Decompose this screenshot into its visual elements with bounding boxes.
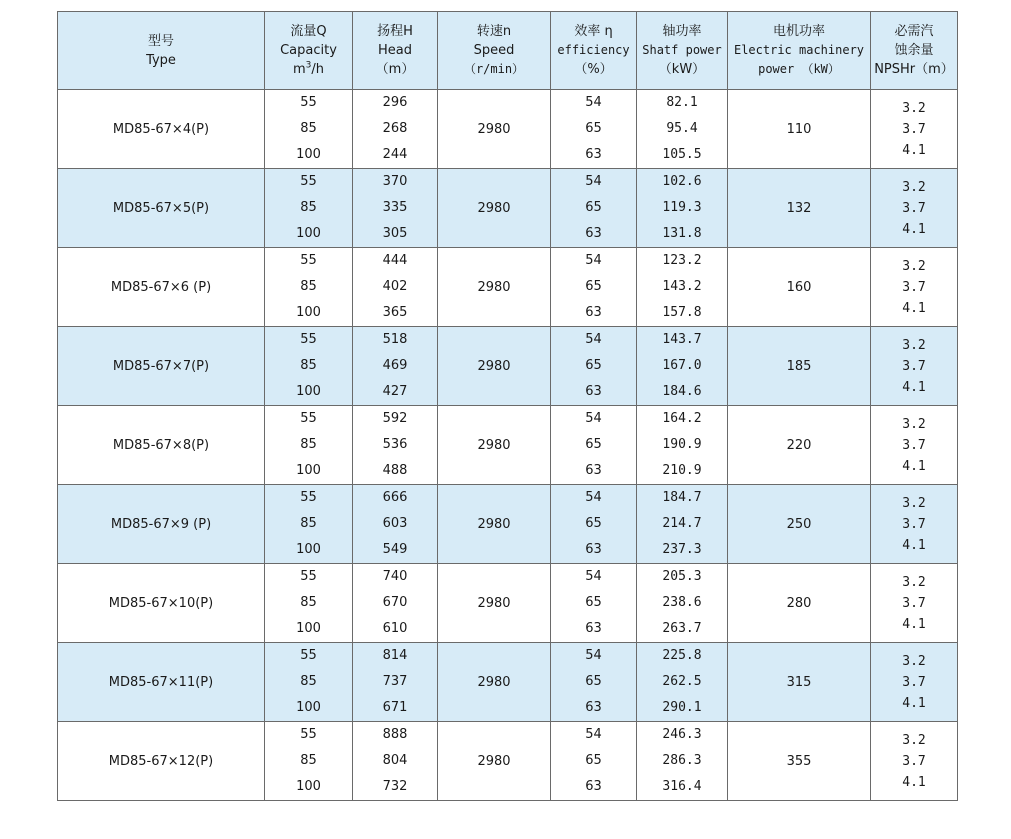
npsh-cell [871,643,958,722]
motor-power-cell: 132 [728,169,871,248]
npsh-value: 3.7 [902,200,926,216]
npsh-value: 3.7 [902,121,926,137]
efficiency-value: 54 [585,253,602,268]
motor-power-cell: 355 [728,722,871,801]
header-head-cn: 扬程H [377,24,413,39]
npsh-value: 3.7 [902,358,926,374]
capacity-cell [265,327,353,406]
motor-power-cell: 110 [728,90,871,169]
head-value: 549 [382,542,408,557]
capacity-cell [265,406,353,485]
head-value: 244 [382,147,408,162]
header-shaft-power-cn: 轴功率 [662,24,702,39]
efficiency-value: 54 [585,95,602,110]
head-value: 402 [382,279,408,294]
shaft-power-value: 205.3 [662,569,702,584]
head-value: 737 [382,674,408,689]
header-type [58,12,265,90]
npsh-value: 3.7 [902,674,926,690]
capacity-value: 85 [300,437,317,452]
head-cell [353,169,438,248]
table-row [58,327,958,406]
npsh-value: 4.1 [902,458,926,474]
table-row [58,248,958,327]
header-shaft-power-en: Shatf power [642,43,722,57]
capacity-value: 55 [300,727,317,742]
head-value: 488 [382,463,408,478]
header-head-en: Head [378,43,412,58]
header-motor-power-en: Electric machinery [733,43,865,57]
table-row [58,722,958,801]
table-row [58,564,958,643]
table-row [58,169,958,248]
efficiency-value: 54 [585,411,602,426]
capacity-value: 55 [300,332,317,347]
type-cell: MD85-67×7(P) [58,327,265,406]
head-cell [353,406,438,485]
capacity-value: 100 [296,542,321,557]
capacity-cell [265,248,353,327]
table-row [58,406,958,485]
efficiency-value: 54 [585,569,602,584]
type-cell: MD85-67×11(P) [58,643,265,722]
shaft-power-value: 316.4 [662,779,702,794]
efficiency-value: 54 [585,648,602,663]
header-npsh [871,12,958,90]
efficiency-cell [551,169,637,248]
capacity-cell [265,169,353,248]
capacity-value: 85 [300,753,317,768]
efficiency-value: 65 [585,595,602,610]
efficiency-cell [551,90,637,169]
speed-cell: 2980 [438,564,551,643]
shaft-power-value: 167.0 [662,358,702,373]
header-shaft-power [637,12,728,90]
npsh-value: 3.7 [902,279,926,295]
header-capacity [265,12,353,90]
capacity-value: 85 [300,516,317,531]
table-row [58,643,958,722]
head-cell [353,248,438,327]
speed-cell: 2980 [438,90,551,169]
efficiency-cell [551,406,637,485]
efficiency-value: 65 [585,200,602,215]
shaft-power-value: 123.2 [662,253,702,268]
capacity-value: 100 [296,463,321,478]
shaft-power-value: 210.9 [662,463,702,478]
efficiency-value: 63 [585,621,602,636]
capacity-cell [265,643,353,722]
motor-power-cell: 250 [728,485,871,564]
capacity-value: 100 [296,305,321,320]
efficiency-value: 54 [585,727,602,742]
capacity-value: 55 [300,569,317,584]
header-npsh-cn2: 蚀余量 [894,43,934,58]
pump-spec-table [57,11,958,801]
npsh-value: 3.2 [902,574,926,590]
table-row [58,90,958,169]
header-efficiency [551,12,637,90]
header-capacity-cn: 流量Q [290,24,327,39]
header-speed-unit: （r/min） [463,62,525,76]
efficiency-value: 65 [585,753,602,768]
head-value: 666 [382,490,408,505]
header-capacity-unit: $m^3/h$ [292,60,325,77]
shaft-power-cell [637,169,728,248]
capacity-value: 100 [296,147,321,162]
type-cell: MD85-67×8(P) [58,406,265,485]
shaft-power-cell [637,327,728,406]
speed-cell: 2980 [438,169,551,248]
npsh-value: 4.1 [902,379,926,395]
npsh-value: 3.7 [902,595,926,611]
capacity-value: 100 [296,621,321,636]
capacity-value: 100 [296,226,321,241]
head-value: 814 [382,648,408,663]
header-motor-power-cn: 电机功率 [772,24,825,39]
efficiency-value: 63 [585,779,602,794]
shaft-power-cell [637,90,728,169]
npsh-value: 3.2 [902,100,926,116]
head-value: 536 [382,437,408,452]
shaft-power-value: 157.8 [662,305,702,320]
npsh-value: 3.2 [902,337,926,353]
efficiency-value: 63 [585,305,602,320]
shaft-power-value: 131.8 [662,226,702,241]
capacity-value: 85 [300,674,317,689]
npsh-value: 3.2 [902,416,926,432]
header-efficiency-unit: （%） [574,62,613,77]
efficiency-value: 63 [585,463,602,478]
head-value: 305 [382,226,408,241]
shaft-power-value: 95.4 [666,121,698,136]
motor-power-cell: 280 [728,564,871,643]
capacity-value: 55 [300,648,317,663]
header-speed-cn: 转速n [476,24,512,39]
head-value: 518 [382,332,408,347]
header-type-en: Type [146,52,176,68]
speed-cell: 2980 [438,248,551,327]
header-efficiency-en: efficiency [557,43,630,57]
header-head-unit: （m） [375,62,415,77]
efficiency-cell [551,722,637,801]
capacity-value: 55 [300,95,317,110]
head-value: 670 [382,595,408,610]
table-header [58,12,958,90]
npsh-value: 3.2 [902,179,926,195]
shaft-power-value: 102.6 [662,174,702,189]
npsh-value: 3.2 [902,732,926,748]
shaft-power-cell [637,248,728,327]
shaft-power-value: 190.9 [662,437,702,452]
npsh-value: 4.1 [902,537,926,553]
shaft-power-value: 143.2 [662,279,702,294]
npsh-value: 3.7 [902,516,926,532]
shaft-power-value: 225.8 [662,648,702,663]
shaft-power-value: 286.3 [662,753,702,768]
head-value: 268 [382,121,408,136]
type-cell: MD85-67×9 (P) [58,485,265,564]
head-value: 740 [382,569,408,584]
efficiency-value: 63 [585,700,602,715]
npsh-value: 3.2 [902,653,926,669]
motor-power-cell: 315 [728,643,871,722]
type-cell: MD85-67×6 (P) [58,248,265,327]
shaft-power-value: 263.7 [662,621,702,636]
head-cell [353,722,438,801]
shaft-power-value: 238.6 [662,595,702,610]
head-value: 603 [382,516,408,531]
type-cell: MD85-67×5(P) [58,169,265,248]
shaft-power-value: 262.5 [662,674,702,689]
npsh-value: 4.1 [902,300,926,316]
capacity-cell [265,564,353,643]
header-type-cn: 型号 [147,33,174,49]
efficiency-value: 65 [585,516,602,531]
efficiency-value: 65 [585,121,602,136]
shaft-power-value: 82.1 [666,95,698,110]
motor-power-cell: 160 [728,248,871,327]
efficiency-value: 65 [585,437,602,452]
capacity-value: 100 [296,779,321,794]
head-value: 427 [382,384,408,399]
head-value: 804 [382,753,408,768]
npsh-value: 3.2 [902,495,926,511]
header-motor-power-unit: power （kW） [758,62,840,76]
capacity-value: 85 [300,279,317,294]
efficiency-value: 54 [585,332,602,347]
head-value: 296 [382,95,408,110]
capacity-value: 100 [296,700,321,715]
npsh-cell [871,248,958,327]
shaft-power-value: 290.1 [662,700,702,715]
header-speed-en: Speed [473,43,515,58]
shaft-power-value: 184.6 [662,384,702,399]
efficiency-cell [551,248,637,327]
shaft-power-value: 214.7 [662,516,702,531]
head-value: 610 [382,621,408,636]
efficiency-value: 65 [585,358,602,373]
npsh-cell [871,406,958,485]
capacity-cell [265,90,353,169]
head-value: 888 [382,727,408,742]
header-head [353,12,438,90]
head-cell [353,643,438,722]
npsh-cell [871,90,958,169]
motor-power-cell: 185 [728,327,871,406]
header-efficiency-cn: 效率 η [574,24,613,39]
table-body [58,90,958,801]
capacity-value: 100 [296,384,321,399]
capacity-value: 85 [300,200,317,215]
shaft-power-cell [637,564,728,643]
npsh-value: 4.1 [902,221,926,237]
shaft-power-value: 119.3 [662,200,702,215]
npsh-value: 4.1 [902,774,926,790]
npsh-cell [871,169,958,248]
npsh-value: 4.1 [902,616,926,632]
head-cell [353,564,438,643]
type-cell: MD85-67×10(P) [58,564,265,643]
npsh-value: 3.7 [902,753,926,769]
head-cell [353,90,438,169]
efficiency-cell [551,485,637,564]
header-shaft-power-unit: （kW） [658,62,706,77]
capacity-value: 55 [300,174,317,189]
type-cell: MD85-67×4(P) [58,90,265,169]
speed-cell: 2980 [438,485,551,564]
table-row [58,485,958,564]
header-speed [438,12,551,90]
efficiency-value: 63 [585,384,602,399]
shaft-power-value: 164.2 [662,411,702,426]
shaft-power-value: 246.3 [662,727,702,742]
motor-power-cell: 220 [728,406,871,485]
efficiency-cell [551,327,637,406]
head-value: 732 [382,779,408,794]
efficiency-value: 63 [585,542,602,557]
head-value: 671 [382,700,408,715]
npsh-value: 4.1 [902,695,926,711]
npsh-cell [871,722,958,801]
efficiency-cell [551,564,637,643]
shaft-power-value: 184.7 [662,490,702,505]
speed-cell: 2980 [438,327,551,406]
header-npsh-cn1: 必需汽 [894,24,934,39]
header-npsh-en: NPSHr（m） [874,62,954,77]
header-capacity-en: Capacity [280,43,337,58]
shaft-power-value: 237.3 [662,542,702,557]
shaft-power-value: 105.5 [662,147,702,162]
head-value: 335 [382,200,408,215]
npsh-cell [871,327,958,406]
head-cell [353,485,438,564]
shaft-power-cell [637,406,728,485]
efficiency-value: 54 [585,490,602,505]
header-motor-power [728,12,871,90]
head-value: 365 [382,305,408,320]
efficiency-value: 65 [585,674,602,689]
capacity-cell [265,722,353,801]
efficiency-value: 54 [585,174,602,189]
npsh-cell [871,564,958,643]
speed-cell: 2980 [438,722,551,801]
efficiency-cell [551,643,637,722]
shaft-power-value: 143.7 [662,332,702,347]
head-cell [353,327,438,406]
npsh-value: 4.1 [902,142,926,158]
efficiency-value: 63 [585,147,602,162]
capacity-value: 55 [300,490,317,505]
npsh-value: 3.7 [902,437,926,453]
capacity-value: 55 [300,253,317,268]
capacity-value: 85 [300,595,317,610]
capacity-value: 85 [300,121,317,136]
efficiency-value: 63 [585,226,602,241]
shaft-power-cell [637,722,728,801]
head-value: 444 [382,253,408,268]
speed-cell: 2980 [438,643,551,722]
capacity-value: 85 [300,358,317,373]
shaft-power-cell [637,485,728,564]
capacity-cell [265,485,353,564]
head-value: 370 [382,174,408,189]
speed-cell: 2980 [438,406,551,485]
capacity-value: 55 [300,411,317,426]
npsh-value: 3.2 [902,258,926,274]
shaft-power-cell [637,643,728,722]
head-value: 469 [382,358,408,373]
npsh-cell [871,485,958,564]
type-cell: MD85-67×12(P) [58,722,265,801]
head-value: 592 [382,411,408,426]
efficiency-value: 65 [585,279,602,294]
